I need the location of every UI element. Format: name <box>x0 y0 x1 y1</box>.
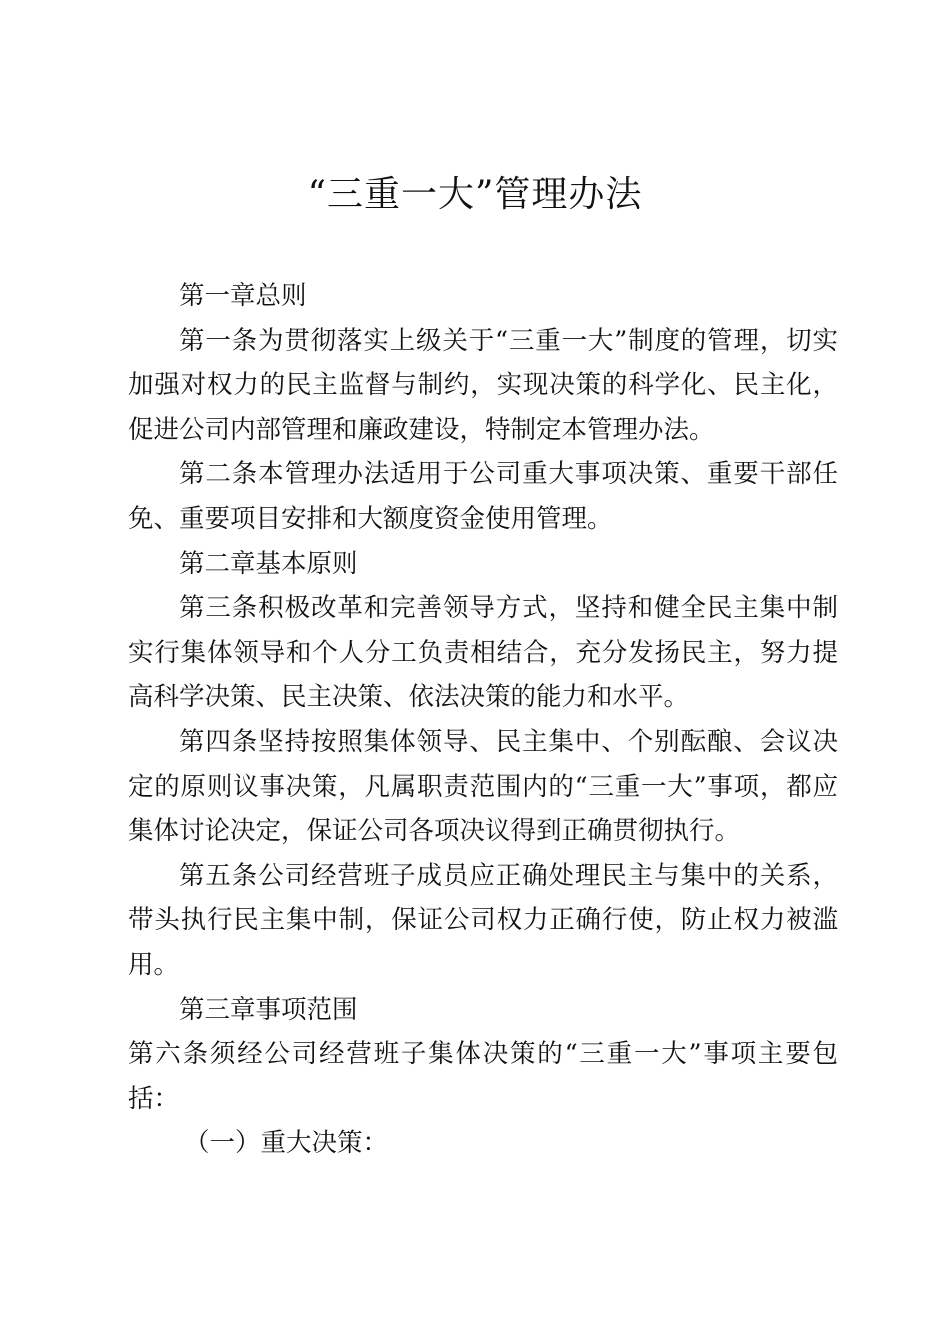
article-paragraph: 第六条须经公司经营班子集体决策的“三重一大”事项主要包括： <box>128 1039 838 1114</box>
chapter-heading: 第一章总则 <box>179 281 307 311</box>
article-paragraph: 第五条公司经营班子成员应正确处理民主与集中的关系，带头执行民主集中制，保证公司权力正确行使，防止权力被滥用。 <box>128 860 838 980</box>
list-item: （一）重大决策： <box>184 1128 389 1159</box>
chapter-heading: 第二章基本原则 <box>179 548 358 579</box>
article-paragraph: 第三条积极改革和完善领导方式，坚持和健全民主集中制实行集体领导和个人分工负责相结合，充分发扬民主，努力提高科学决策、民主决策、依法决策的能力和水平。 <box>128 593 838 713</box>
document-title: “三重一大”管理办法 <box>307 174 643 215</box>
article-paragraph: 第二条本管理办法适用于公司重大事项决策、重要干部任免、重要项目安排和大额度资金使用管理。 <box>128 459 838 534</box>
chapter-heading: 第三章事项范围 <box>179 994 358 1025</box>
article-paragraph: 第四条坚持按照集体领导、民主集中、个别酝酿、会议决定的原则议事决策，凡属职责范围内的“三重一大”事项，都应集体讨论决定，保证公司各项决议得到正确贯彻执行。 <box>128 726 838 847</box>
document-body <box>128 274 838 1166</box>
article-paragraph: 第一条为贯彻落实上级关于“三重一大”制度的管理，切实加强对权力的民主监督与制约，实现决策的科学化、民主化，促进公司内部管理和廉政建设，特制定本管理办法。 <box>128 325 838 445</box>
